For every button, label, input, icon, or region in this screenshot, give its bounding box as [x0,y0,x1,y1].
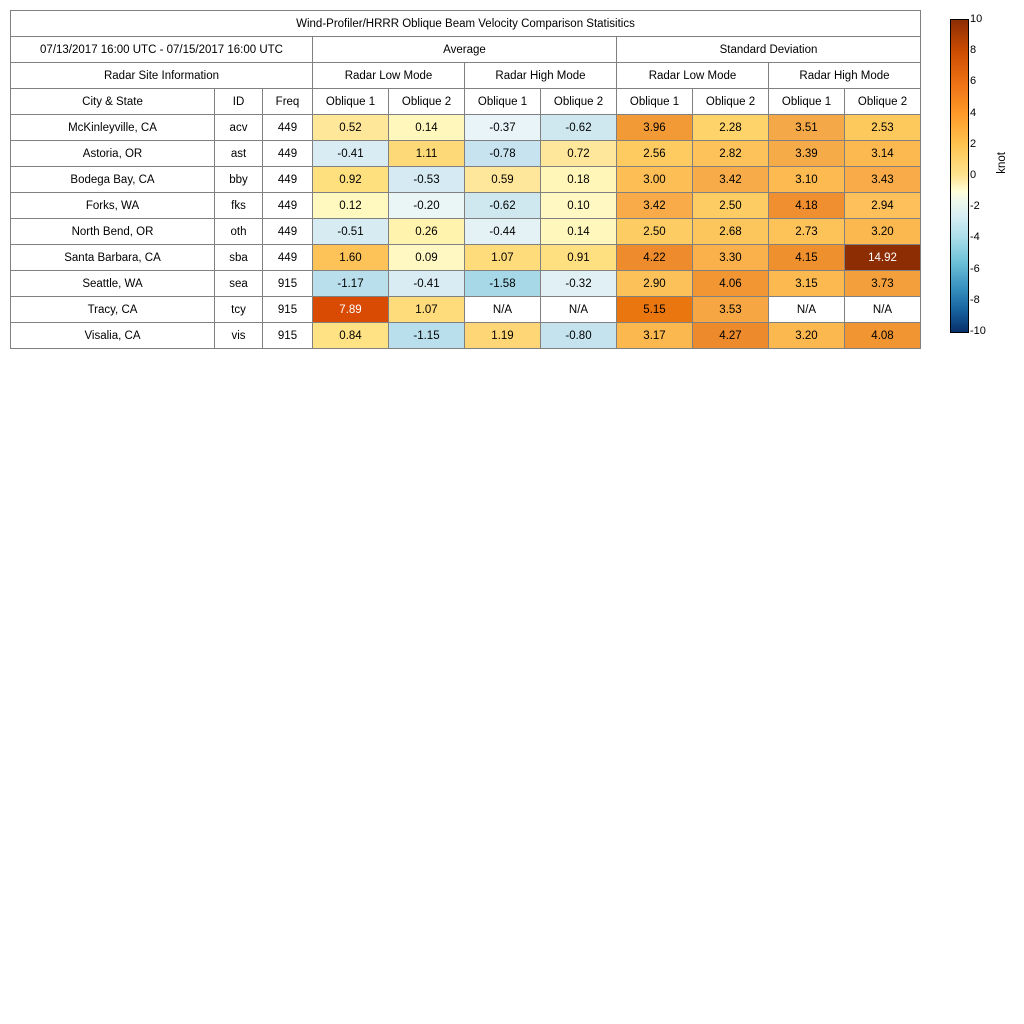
cell-value: 2.50 [617,219,693,245]
colorbar-tick-label: -4 [970,231,980,244]
colorbar-ticks [970,12,1000,338]
cell-value: 4.27 [693,323,769,349]
table-row [11,167,921,193]
cell-value: 1.07 [465,245,541,271]
cell-value: 3.51 [769,115,845,141]
cell-value: 3.42 [693,167,769,193]
cell-value: 3.00 [617,167,693,193]
cell-value: 2.50 [693,193,769,219]
cell-value: N/A [769,297,845,323]
table-body [11,115,921,349]
cell-value: 0.91 [541,245,617,271]
cell-value: 0.14 [541,219,617,245]
cell-value: 1.11 [389,141,465,167]
cell-freq: 449 [263,219,313,245]
cell-value: 0.84 [313,323,389,349]
table-row [11,219,921,245]
page-title: Wind-Profiler/HRRR Oblique Beam Velocity Comparison Statisitics [11,11,921,37]
cell-value: 3.20 [845,219,921,245]
cell-value: -1.15 [389,323,465,349]
cell-value: 2.56 [617,141,693,167]
table-row [11,271,921,297]
cell-id: sea [215,271,263,297]
col-avg-low-oblique-2: Oblique 2 [389,89,465,115]
cell-value: -0.51 [313,219,389,245]
cell-value: 2.28 [693,115,769,141]
cell-value: 0.92 [313,167,389,193]
cell-value: 2.73 [769,219,845,245]
table-row [11,297,921,323]
colorbar-container [950,12,1020,342]
col-avg-high-oblique-2: Oblique 2 [541,89,617,115]
cell-city-state: Seattle, WA [11,271,215,297]
cell-value: 0.26 [389,219,465,245]
col-freq: Freq [263,89,313,115]
colorbar-tick-label: 8 [970,44,977,57]
cell-value: 0.52 [313,115,389,141]
cell-value: 0.14 [389,115,465,141]
cell-value: 1.19 [465,323,541,349]
cell-value: 3.42 [617,193,693,219]
cell-value: -0.62 [465,193,541,219]
cell-value: 7.89 [313,297,389,323]
cell-freq: 449 [263,167,313,193]
cell-value: 0.18 [541,167,617,193]
cell-value: -0.80 [541,323,617,349]
cell-freq: 915 [263,323,313,349]
cell-value: 3.39 [769,141,845,167]
colorbar-tick-label: 6 [970,75,977,88]
cell-id: oth [215,219,263,245]
col-avg-low-oblique-1: Oblique 1 [313,89,389,115]
group-radar-site-information: Radar Site Information [11,63,313,89]
cell-value: -1.58 [465,271,541,297]
cell-freq: 449 [263,193,313,219]
cell-value: 1.60 [313,245,389,271]
cell-value: N/A [465,297,541,323]
cell-value: 0.59 [465,167,541,193]
cell-value: -0.62 [541,115,617,141]
cell-value: 3.30 [693,245,769,271]
colorbar-tick-label: -6 [970,262,980,275]
cell-value: -0.32 [541,271,617,297]
col-avg-high-oblique-1: Oblique 1 [465,89,541,115]
colorbar-tick-label: -8 [970,293,980,306]
cell-freq: 449 [263,115,313,141]
cell-city-state: Astoria, OR [11,141,215,167]
colorbar-tick-label: 0 [970,169,977,181]
table-column-header-row [11,89,921,115]
cell-city-state: Tracy, CA [11,297,215,323]
cell-value: -0.53 [389,167,465,193]
cell-value: -0.41 [389,271,465,297]
cell-id: fks [215,193,263,219]
cell-value: 4.08 [845,323,921,349]
table-row [11,193,921,219]
colorbar-tick-label: -10 [970,325,986,337]
cell-value: 4.06 [693,271,769,297]
cell-value: -0.78 [465,141,541,167]
cell-value: -0.41 [313,141,389,167]
group-sd-radar-low-mode: Radar Low Mode [617,63,769,89]
cell-city-state: Forks, WA [11,193,215,219]
colorbar-gradient [950,19,969,333]
cell-value: 4.15 [769,245,845,271]
cell-value: 3.10 [769,167,845,193]
col-id: ID [215,89,263,115]
cell-value: 3.17 [617,323,693,349]
cell-value: 4.22 [617,245,693,271]
table-title-row [11,11,921,37]
cell-value: 3.15 [769,271,845,297]
cell-value: 2.94 [845,193,921,219]
table-row [11,245,921,271]
col-sd-low-oblique-2: Oblique 2 [693,89,769,115]
group-standard-deviation: Standard Deviation [617,37,921,63]
cell-freq: 915 [263,297,313,323]
cell-value: -0.44 [465,219,541,245]
group-sd-radar-high-mode: Radar High Mode [769,63,921,89]
cell-value: -1.17 [313,271,389,297]
cell-city-state: Bodega Bay, CA [11,167,215,193]
col-sd-high-oblique-1: Oblique 1 [769,89,845,115]
colorbar-tick-label: 2 [970,137,977,150]
cell-value: 4.18 [769,193,845,219]
cell-value: 2.68 [693,219,769,245]
col-sd-high-oblique-2: Oblique 2 [845,89,921,115]
cell-value: 2.82 [693,141,769,167]
colorbar-tick-label: -2 [970,200,980,213]
cell-value: 0.09 [389,245,465,271]
cell-id: ast [215,141,263,167]
cell-value: 5.15 [617,297,693,323]
cell-city-state: McKinleyville, CA [11,115,215,141]
col-city-state: City & State [11,89,215,115]
statistics-table-container [10,10,921,349]
cell-value: 0.12 [313,193,389,219]
cell-id: sba [215,245,263,271]
cell-value: 3.43 [845,167,921,193]
cell-value: N/A [845,297,921,323]
cell-value: 0.10 [541,193,617,219]
colorbar-tick-label: 10 [970,13,983,25]
table-group-row-2 [11,63,921,89]
cell-value: 2.53 [845,115,921,141]
cell-freq: 449 [263,141,313,167]
colorbar-tick-label: 4 [970,106,977,119]
cell-id: acv [215,115,263,141]
table-row [11,323,921,349]
date-range: 07/13/2017 16:00 UTC - 07/15/2017 16:00 UTC [11,37,313,63]
table-row [11,115,921,141]
cell-value: -0.20 [389,193,465,219]
cell-value: 0.72 [541,141,617,167]
statistics-table [10,10,921,349]
col-sd-low-oblique-1: Oblique 1 [617,89,693,115]
cell-value: 3.53 [693,297,769,323]
cell-value: N/A [541,297,617,323]
cell-id: tcy [215,297,263,323]
cell-value: -0.37 [465,115,541,141]
cell-value: 3.96 [617,115,693,141]
cell-city-state: Visalia, CA [11,323,215,349]
colorbar-label: knot [996,152,1008,174]
cell-value: 14.92 [845,245,921,271]
cell-id: vis [215,323,263,349]
group-avg-radar-high-mode: Radar High Mode [465,63,617,89]
cell-freq: 915 [263,271,313,297]
group-avg-radar-low-mode: Radar Low Mode [313,63,465,89]
group-average: Average [313,37,617,63]
cell-value: 1.07 [389,297,465,323]
cell-city-state: Santa Barbara, CA [11,245,215,271]
cell-value: 3.14 [845,141,921,167]
cell-freq: 449 [263,245,313,271]
cell-value: 2.90 [617,271,693,297]
table-group-row-1 [11,37,921,63]
cell-id: bby [215,167,263,193]
cell-value: 3.20 [769,323,845,349]
cell-value: 3.73 [845,271,921,297]
table-row [11,141,921,167]
cell-city-state: North Bend, OR [11,219,215,245]
